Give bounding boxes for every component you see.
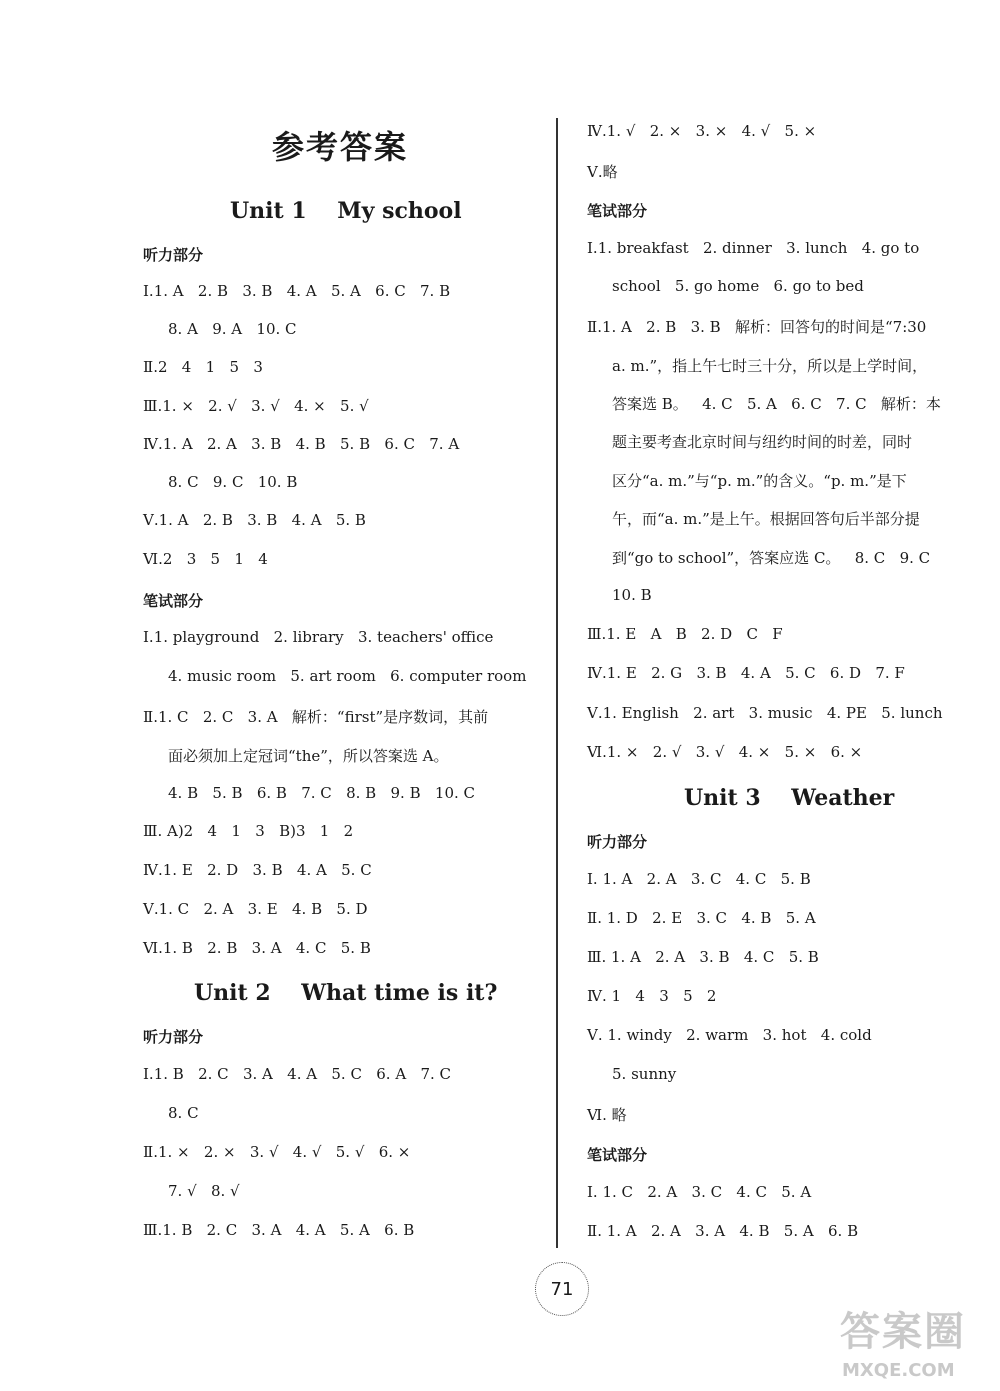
unit2-listening-heading: 听力部分 (143, 1028, 204, 1046)
unit2-written-heading: 笔试部分 (587, 202, 648, 220)
answer-line: Ⅳ.1. A 2. A 3. B 4. B 5. B 6. C 7. A (143, 435, 460, 453)
answer-line: a. m.”，指上午七时三十分，所以是上学时间， (612, 357, 928, 375)
page-number-text: 71 (550, 1278, 574, 1300)
column-divider (556, 118, 558, 1248)
answer-line: Ⅴ.1. A 2. B 3. B 4. A 5. B (143, 511, 366, 529)
answer-line: Ⅱ.1. × 2. × 3. √ 4. √ 5. √ 6. × (143, 1143, 411, 1161)
answer-line: Ⅰ.1. breakfast 2. dinner 3. lunch 4. go to (587, 239, 920, 257)
answer-line: Ⅴ.1. English 2. art 3. music 4. PE 5. lunch (587, 704, 943, 722)
answer-line: Ⅳ.1. E 2. D 3. B 4. A 5. C (143, 861, 372, 879)
answer-line: 题主要考查北京时间与纽约时间的时差，同时 (612, 433, 913, 451)
answer-line: Ⅱ.1. C 2. C 3. A 解析：“first”是序数词，其前 (143, 708, 489, 726)
answer-line: 8. C (168, 1104, 199, 1122)
answer-line: Ⅰ. 1. C 2. A 3. C 4. C 5. A (587, 1183, 812, 1201)
answer-line: Ⅰ.1. B 2. C 3. A 4. A 5. C 6. A 7. C (143, 1065, 452, 1083)
unit3-listening-heading: 听力部分 (587, 833, 648, 851)
answer-line: 5. sunny (612, 1065, 677, 1083)
answer-line: 8. C 9. C 10. B (168, 473, 298, 491)
answer-line: 4. music room 5. art room 6. computer room (168, 667, 527, 685)
answer-line: 7. √ 8. √ (168, 1182, 240, 1200)
answer-line: Ⅵ.1. B 2. B 3. A 4. C 5. B (143, 939, 371, 957)
answer-line: 答案选 B。 4. C 5. A 6. C 7. C 解析：本 (612, 395, 941, 413)
answer-line: Ⅵ. 略 (587, 1106, 627, 1124)
answer-line: Ⅵ.1. × 2. √ 3. √ 4. × 5. × 6. × (587, 743, 863, 761)
answer-line: Ⅴ.略 (587, 163, 618, 181)
answer-line: 午，而“a. m.”是上午。根据回答句后半部分提 (612, 510, 920, 528)
watermark-logo (840, 1300, 1000, 1390)
answer-line: 面必须加上定冠词“the”，所以答案选 A。 (168, 747, 449, 765)
answer-line: school 5. go home 6. go to bed (612, 277, 864, 295)
answer-line: Ⅰ.1. A 2. B 3. B 4. A 5. A 6. C 7. B (143, 282, 451, 300)
answer-line: 到“go to school”，答案应选 C。 8. C 9. C (612, 549, 931, 567)
answer-line: Ⅵ.2 3 5 1 4 (143, 550, 268, 568)
answer-line: Ⅲ.1. × 2. √ 3. √ 4. × 5. √ (143, 397, 369, 415)
answer-line: Ⅳ. 1 4 3 5 2 (587, 987, 717, 1005)
answer-line: Ⅰ.1. playground 2. library 3. teachers' office (143, 628, 494, 646)
page-title: 参考答案 (271, 128, 408, 166)
answer-line: Ⅲ.1. E A B 2. D C F (587, 625, 783, 643)
answer-line: Ⅳ.1. √ 2. × 3. × 4. √ 5. × (587, 122, 817, 140)
unit1-title: Unit 1 My school (230, 198, 462, 224)
answer-line: Ⅲ. A)2 4 1 3 B)3 1 2 (143, 822, 354, 840)
watermark-cn-text: 答案圈 (840, 1309, 966, 1355)
answer-line: 区分“a. m.”与“p. m.”的含义。“p. m.”是下 (612, 472, 907, 490)
answer-line: Ⅰ. 1. A 2. A 3. C 4. C 5. B (587, 870, 811, 888)
answer-line: Ⅱ. 1. D 2. E 3. C 4. B 5. A (587, 909, 816, 927)
answer-line: Ⅱ. 1. A 2. A 3. A 4. B 5. A 6. B (587, 1222, 859, 1240)
unit3-title: Unit 3 Weather (684, 785, 895, 811)
answer-line: Ⅴ. 1. windy 2. warm 3. hot 4. cold (587, 1026, 872, 1044)
answer-line: 10. B (612, 586, 652, 604)
unit2-title: Unit 2 What time is it? (194, 980, 498, 1006)
answer-line: Ⅱ.2 4 1 5 3 (143, 358, 263, 376)
unit1-listening-heading: 听力部分 (143, 246, 204, 264)
answer-line: Ⅴ.1. C 2. A 3. E 4. B 5. D (143, 900, 368, 918)
answer-line: 8. A 9. A 10. C (168, 320, 297, 338)
answer-line: Ⅲ.1. B 2. C 3. A 4. A 5. A 6. B (143, 1221, 415, 1239)
unit3-written-heading: 笔试部分 (587, 1146, 648, 1164)
answer-line: Ⅳ.1. E 2. G 3. B 4. A 5. C 6. D 7. F (587, 664, 905, 682)
watermark-en-text: MXQE.COM (842, 1360, 955, 1381)
page-number (535, 1262, 589, 1316)
unit1-written-heading: 笔试部分 (143, 592, 204, 610)
answer-line: Ⅲ. 1. A 2. A 3. B 4. C 5. B (587, 948, 819, 966)
answer-line: 4. B 5. B 6. B 7. C 8. B 9. B 10. C (168, 784, 475, 802)
answer-line: Ⅱ.1. A 2. B 3. B 解析：回答句的时间是“7:30 (587, 318, 927, 336)
